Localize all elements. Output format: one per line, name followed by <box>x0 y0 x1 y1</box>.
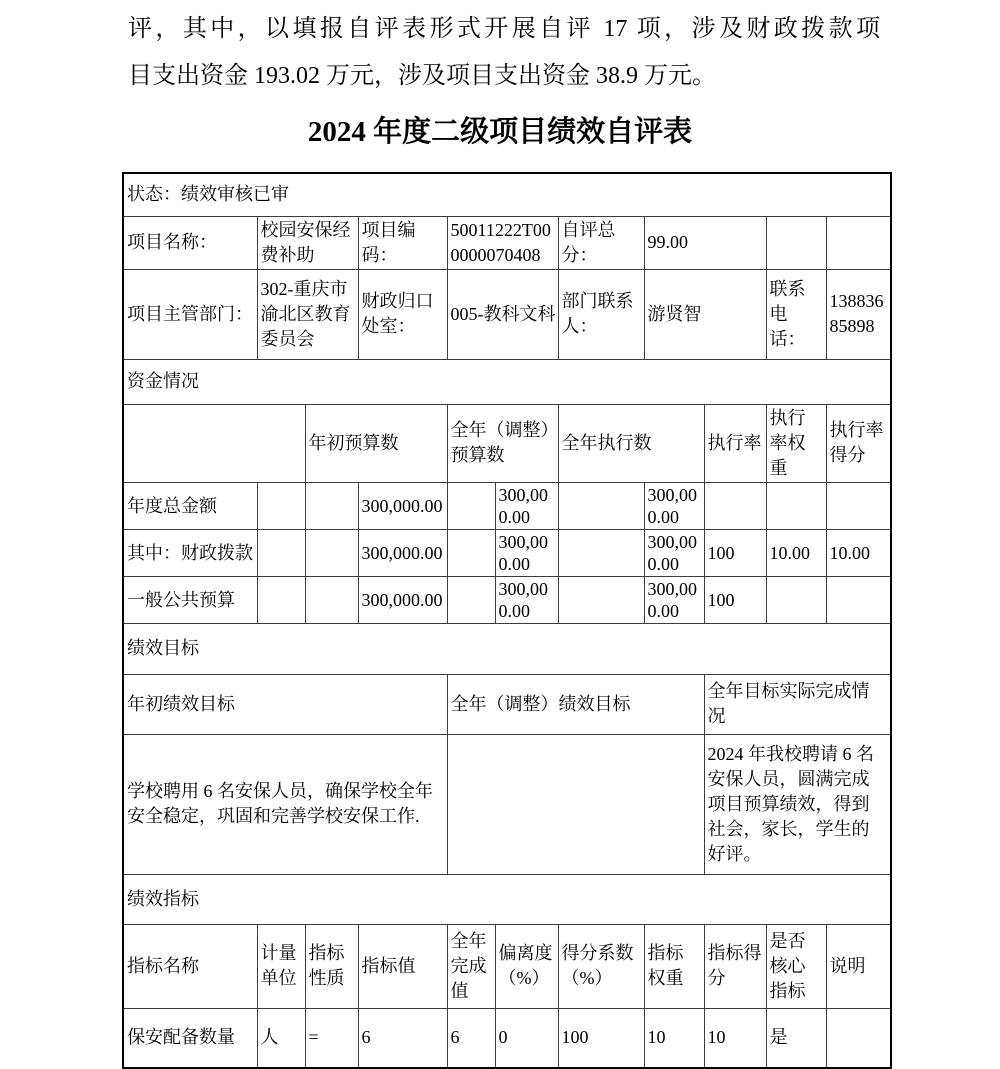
funding-header-rate: 执行率 <box>704 404 766 482</box>
indicator-core: 是 <box>766 1008 826 1068</box>
funding-header-rate-weight: 执行率权重 <box>766 404 826 482</box>
empty-cell <box>257 576 305 623</box>
indicator-score: 10 <box>704 1008 766 1068</box>
indicator-nature: = <box>305 1008 358 1068</box>
status-text: 状态：绩效审核已审 <box>123 173 891 216</box>
funding-executed-value: 300,000.00 <box>644 529 704 576</box>
indicator-target: 6 <box>358 1008 447 1068</box>
self-score-label: 自评总分： <box>558 216 644 269</box>
empty-cell <box>447 482 495 529</box>
empty-cell <box>257 529 305 576</box>
goals-content-row <box>123 734 891 874</box>
empty-cell <box>305 576 358 623</box>
indicator-header-target: 指标值 <box>358 924 447 1008</box>
goals-header-adjusted: 全年（调整）绩效目标 <box>447 674 704 734</box>
paragraph-line: 目支出资金 193.02 万元，涉及项目支出资金 38.9 万元。 <box>128 63 716 89</box>
indicator-note <box>826 1008 891 1068</box>
empty-cell <box>447 576 495 623</box>
empty-cell <box>558 576 644 623</box>
empty-cell <box>123 404 305 482</box>
phone-label: 联系电话： <box>766 269 826 359</box>
indicator-deviation: 0 <box>495 1008 558 1068</box>
empty-cell <box>257 482 305 529</box>
empty-cell <box>305 482 358 529</box>
finance-office-label: 财政归口处室： <box>358 269 447 359</box>
project-code-value: 50011222T000000070408 <box>447 216 558 269</box>
empty-cell <box>447 529 495 576</box>
indicator-completed: 6 <box>447 1008 495 1068</box>
funding-row-fiscal <box>123 529 891 576</box>
funding-initial-value: 300,000.00 <box>358 576 447 623</box>
indicator-header-note: 说明 <box>826 924 891 1008</box>
actual-goal-text: 2024 年我校聘请 6 名安保人员，圆满完成项目预算绩效，得到社会，家长，学生的好评。 <box>704 734 891 874</box>
funding-header-row <box>123 404 891 482</box>
indicator-header-core: 是否核心指标 <box>766 924 826 1008</box>
indicator-data-row <box>123 1008 891 1068</box>
funding-row-total <box>123 482 891 529</box>
project-info-row <box>123 216 891 269</box>
goals-header-initial: 年初绩效目标 <box>123 674 447 734</box>
goals-section-title: 绩效目标 <box>123 623 891 674</box>
indicator-header-coefficient: 得分系数（%） <box>558 924 644 1008</box>
department-info-row <box>123 269 891 359</box>
indicator-header-score: 指标得分 <box>704 924 766 1008</box>
project-name-value: 校园安保经费补助 <box>257 216 358 269</box>
indicator-name: 保安配备数量 <box>123 1008 257 1068</box>
finance-office-value: 005-教科文科 <box>447 269 558 359</box>
body-paragraph <box>128 6 880 100</box>
funding-rate-score-value <box>826 482 891 529</box>
empty-cell <box>558 482 644 529</box>
funding-executed-value: 300,000.00 <box>644 482 704 529</box>
indicators-header-row <box>123 924 891 1008</box>
indicator-weight: 10 <box>644 1008 704 1068</box>
indicator-coefficient: 100 <box>558 1008 644 1068</box>
funding-adjusted-value: 300,000.00 <box>495 482 558 529</box>
funding-rate-weight-value: 10.00 <box>766 529 826 576</box>
funding-header-initial: 年初预算数 <box>305 404 447 482</box>
goals-section-row <box>123 623 891 674</box>
self-evaluation-table <box>122 172 892 1069</box>
empty-cell <box>558 529 644 576</box>
funding-adjusted-value: 300,000.00 <box>495 576 558 623</box>
funding-header-adjusted: 全年（调整）预算数 <box>447 404 558 482</box>
adjusted-goal-text <box>447 734 704 874</box>
funding-rate-weight-value <box>766 482 826 529</box>
indicator-header-nature: 指标性质 <box>305 924 358 1008</box>
project-name-label: 项目名称： <box>123 216 257 269</box>
indicators-section-title: 绩效指标 <box>123 874 891 924</box>
self-score-value: 99.00 <box>644 216 766 269</box>
empty-cell <box>305 529 358 576</box>
indicator-header-deviation: 偏离度（%） <box>495 924 558 1008</box>
contact-value: 游贤智 <box>644 269 766 359</box>
indicators-section-row <box>123 874 891 924</box>
dept-label: 项目主管部门： <box>123 269 257 359</box>
indicator-header-completed: 全年完成值 <box>447 924 495 1008</box>
initial-goal-text: 学校聘用 6 名安保人员，确保学校全年安全稳定，巩固和完善学校安保工作. <box>123 734 447 874</box>
page-title: 2024 年度二级项目绩效自评表 <box>307 116 693 148</box>
paragraph-line: 评，其中，以填报自评表形式开展自评 17 项，涉及财政拨款项 <box>128 16 880 42</box>
indicator-header-unit: 计量单位 <box>257 924 305 1008</box>
funding-row-label: 年度总金额 <box>123 482 257 529</box>
funding-rate-value <box>704 482 766 529</box>
funding-rate-score-value <box>826 576 891 623</box>
funding-section-row <box>123 359 891 404</box>
phone-value: 13883685898 <box>826 269 891 359</box>
empty-cell <box>826 216 891 269</box>
indicator-header-name: 指标名称 <box>123 924 257 1008</box>
funding-row-label: 一般公共预算 <box>123 576 257 623</box>
indicator-unit: 人 <box>257 1008 305 1068</box>
empty-cell <box>766 216 826 269</box>
funding-rate-value: 100 <box>704 576 766 623</box>
funding-adjusted-value: 300,000.00 <box>495 529 558 576</box>
funding-header-rate-score: 执行率得分 <box>826 404 891 482</box>
funding-row-label: 其中：财政拨款 <box>123 529 257 576</box>
document-page <box>0 6 1000 1048</box>
funding-rate-value: 100 <box>704 529 766 576</box>
funding-rate-weight-value <box>766 576 826 623</box>
indicator-header-weight: 指标权重 <box>644 924 704 1008</box>
goals-header-row <box>123 674 891 734</box>
contact-label: 部门联系人： <box>558 269 644 359</box>
funding-rate-score-value: 10.00 <box>826 529 891 576</box>
dept-value: 302-重庆市渝北区教育委员会 <box>257 269 358 359</box>
goals-header-actual: 全年目标实际完成情况 <box>704 674 891 734</box>
funding-header-executed: 全年执行数 <box>558 404 704 482</box>
project-code-label: 项目编码： <box>358 216 447 269</box>
funding-initial-value: 300,000.00 <box>358 529 447 576</box>
funding-initial-value: 300,000.00 <box>358 482 447 529</box>
funding-executed-value: 300,000.00 <box>644 576 704 623</box>
funding-row-public-budget <box>123 576 891 623</box>
funding-section-title: 资金情况 <box>123 359 891 404</box>
status-row <box>123 173 891 216</box>
